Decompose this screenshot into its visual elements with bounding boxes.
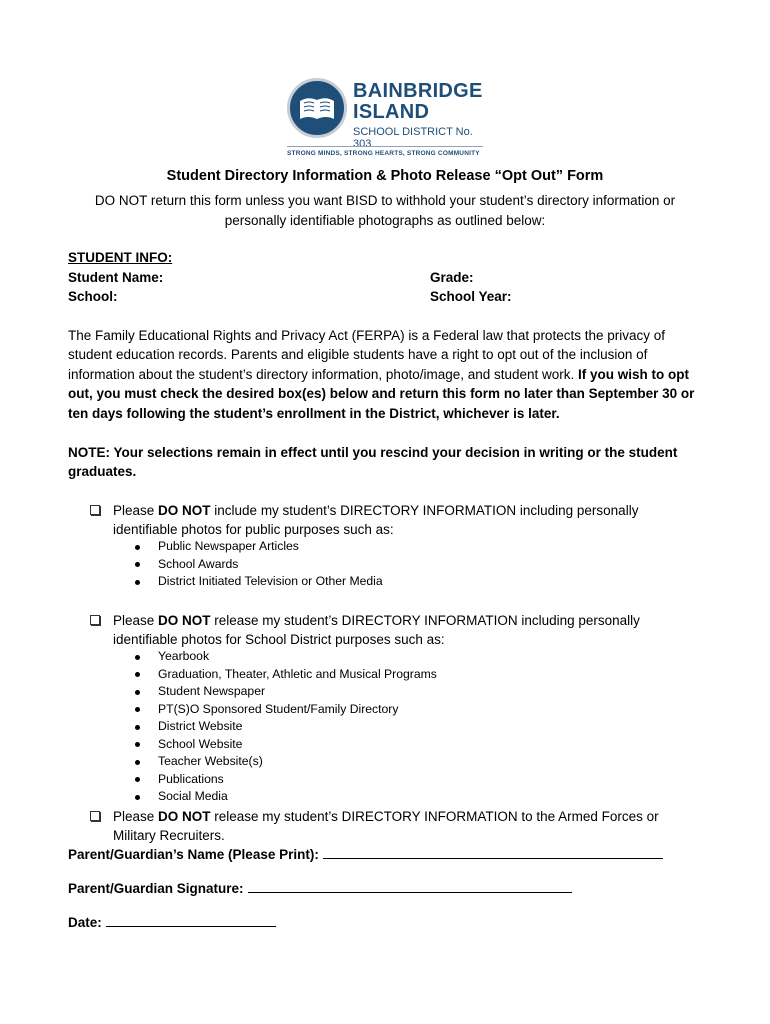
list-item: School Website — [132, 736, 437, 754]
public-purposes-list — [132, 538, 383, 591]
logo-line-1: BAINBRIDGE — [353, 80, 483, 102]
list-item: School Awards — [132, 556, 383, 574]
ferpa-text: The Family Educational Rights and Privacy Act (FERPA) is a Federal law that protects the privacy of student education records. Parents and eligible students have a right to opt out of the inclusion of information about the student’s directory information, photo/image, and student work. — [68, 328, 665, 382]
ferpa-paragraph — [68, 326, 708, 423]
option-bold: DO NOT — [158, 809, 211, 824]
note-paragraph: NOTE: Your selections remain in effect until you rescind your decision in writing or the student graduates. — [68, 445, 678, 480]
list-item: Social Media — [132, 788, 437, 806]
opt-out-checkbox-district[interactable] — [90, 615, 100, 625]
option-text — [113, 501, 703, 540]
opt-out-checkbox-military[interactable] — [90, 811, 100, 821]
option-text — [113, 611, 703, 650]
guardian-name-label: Parent/Guardian’s Name (Please Print): — [68, 847, 319, 862]
option-pre: Please — [113, 613, 159, 628]
logo-line-3: SCHOOL DISTRICT No. 303 — [353, 126, 473, 150]
logo-divider — [287, 146, 483, 147]
guardian-signature-row — [68, 881, 572, 896]
guardian-name-row — [68, 847, 663, 862]
option-post: include my student’s DIRECTORY INFORMATION including personally identifiable photos for public purposes such as: — [113, 503, 639, 538]
option-text — [113, 807, 703, 846]
date-field[interactable] — [106, 915, 276, 927]
logo-line-2: ISLAND — [353, 101, 430, 123]
option-bold: DO NOT — [158, 503, 211, 518]
form-title: Student Directory Information & Photo Release “Opt Out” Form — [166, 168, 604, 184]
date-label: Date: — [68, 915, 102, 930]
guardian-name-field[interactable] — [323, 847, 663, 859]
logo-tagline: STRONG MINDS, STRONG HEARTS, STRONG COMMUNITY — [287, 150, 480, 157]
list-item: District Initiated Television or Other Media — [132, 573, 383, 591]
option-post: release my student’s DIRECTORY INFORMATION including personally identifiable photos for School District purposes such as: — [113, 613, 640, 648]
option-bold: DO NOT — [158, 613, 211, 628]
option-pre: Please — [113, 809, 159, 824]
ferpa-deadline: If you wish to opt out, you must check the desired box(es) below and return this form no later than September 30 or ten days following the student’s enrollment in the District, whichever is later. — [68, 366, 695, 421]
list-item: Student Newspaper — [132, 683, 437, 701]
date-row — [68, 915, 276, 930]
list-item: Graduation, Theater, Athletic and Musical Programs — [132, 666, 437, 684]
list-item: Public Newspaper Articles — [132, 538, 383, 556]
guardian-signature-field[interactable] — [248, 881, 572, 893]
opt-out-checkbox-public[interactable] — [90, 505, 100, 515]
list-item: PT(S)O Sponsored Student/Family Directory — [132, 701, 437, 719]
list-item: Publications — [132, 771, 437, 789]
open-book-icon — [287, 78, 347, 138]
school-label: School: — [68, 289, 118, 304]
student-name-label: Student Name: — [68, 270, 164, 285]
district-purposes-list — [132, 648, 437, 806]
option-post: release my student’s DIRECTORY INFORMATION to the Armed Forces or Military Recruiters. — [113, 809, 659, 844]
district-logo — [285, 76, 485, 160]
student-info-heading: STUDENT INFO: — [68, 250, 173, 265]
list-item: Yearbook — [132, 648, 437, 666]
school-year-label: School Year: — [430, 289, 512, 304]
list-item: Teacher Website(s) — [132, 753, 437, 771]
list-item: District Website — [132, 718, 437, 736]
form-intro: DO NOT return this form unless you want BISD to withhold your student’s directory information or personally identifiable photographs as outlined below: — [94, 193, 676, 228]
guardian-signature-label: Parent/Guardian Signature: — [68, 881, 244, 896]
option-pre: Please — [113, 503, 159, 518]
grade-label: Grade: — [430, 270, 474, 285]
